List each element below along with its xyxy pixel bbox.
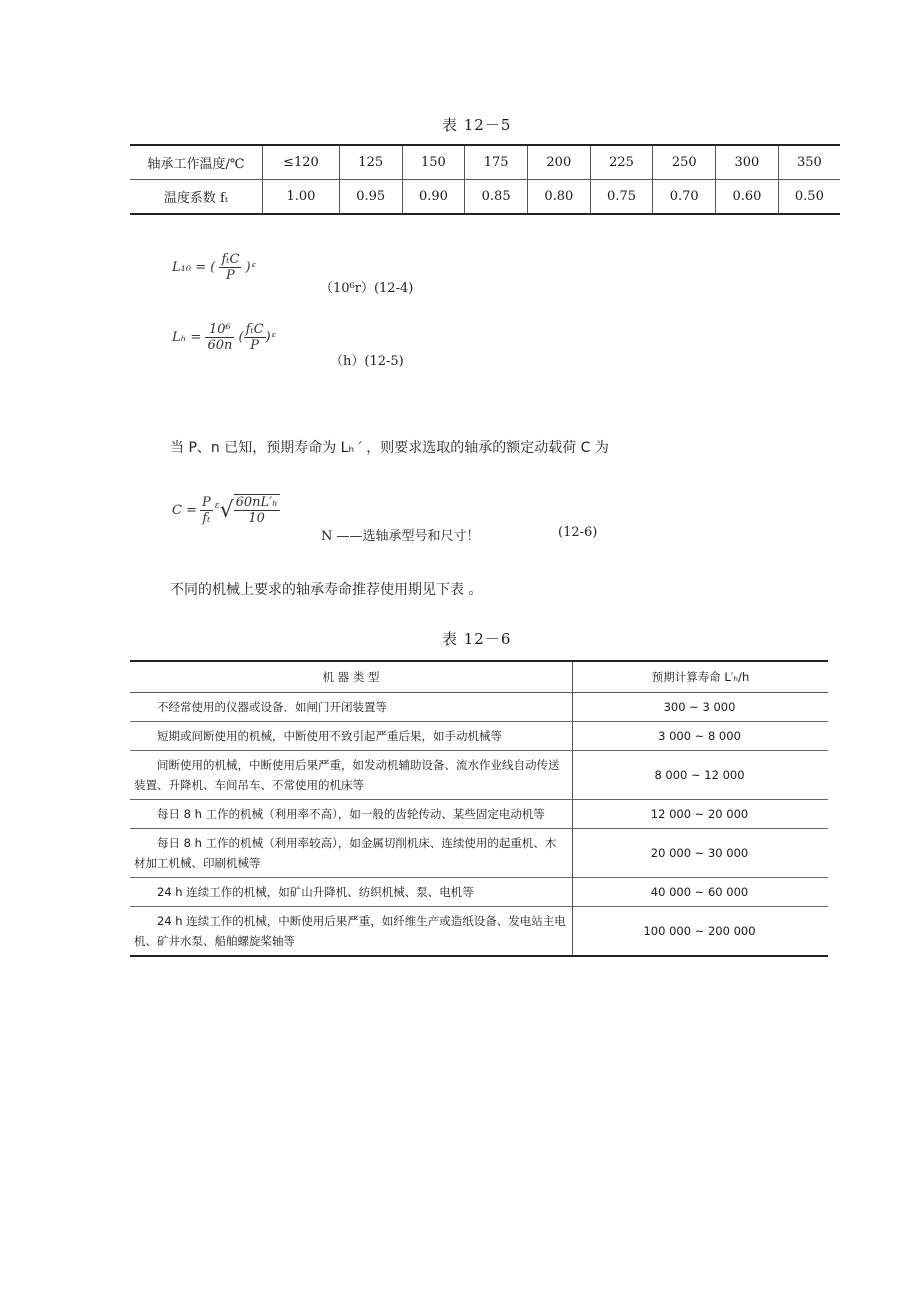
paragraph-life-table-intro: 不同的机械上要求的轴承寿命推荐使用期见下表 。: [170, 582, 483, 598]
table-cell: 250: [653, 145, 716, 180]
life-cell: 8 000 ~ 12 000: [573, 751, 829, 800]
table-cell: 350: [778, 145, 840, 180]
header-expected-life: 预期计算寿命 L′ₕ/h: [573, 661, 829, 693]
table-header-row: [130, 661, 828, 693]
life-cell: 20 000 ~ 30 000: [573, 829, 829, 878]
numerator: 60nL′ₕ: [235, 495, 278, 510]
life-cell: 300 ~ 3 000: [573, 693, 829, 722]
life-cell: 100 000 ~ 200 000: [573, 907, 829, 957]
table-cell: 0.90: [402, 180, 465, 215]
denominator: P: [250, 338, 259, 353]
denominator: fₜ: [202, 510, 211, 526]
formula-12-4-ref: （10⁶r）(12-4): [320, 281, 414, 296]
radical-sign-icon: √: [219, 497, 234, 523]
table-cell: 150: [402, 145, 465, 180]
fraction: [219, 252, 241, 283]
formula-rhs: )ᵋ: [265, 330, 277, 345]
life-cell: 12 000 ~ 20 000: [573, 800, 829, 829]
formula-12-5-ref: （h）(12-5): [330, 354, 404, 369]
table-cell: ≤120: [263, 145, 340, 180]
table-12-5-caption: 表 12－5: [442, 116, 512, 134]
formula-12-5: [172, 322, 276, 353]
coefficient-fraction: [205, 322, 234, 353]
denominator: 10: [248, 511, 265, 526]
table-cell: 125: [339, 145, 402, 180]
table-cell: 0.95: [339, 180, 402, 215]
machine-type-cell: 24 h 连续工作的机械，如矿山升降机、纺织机械、泵、电机等: [130, 878, 573, 907]
formula-12-6-note: N ——选轴承型号和尺寸！: [321, 529, 480, 544]
table-row: [130, 878, 828, 907]
formula-rhs: )ᵋ: [245, 260, 257, 275]
numerator: fₜC: [245, 322, 264, 337]
table-cell: 0.80: [527, 180, 590, 215]
machine-type-cell: 短期或间断使用的机械，中断使用不致引起严重后果，如手动机械等: [130, 722, 573, 751]
table-cell: 200: [527, 145, 590, 180]
denominator: 60n: [207, 338, 233, 353]
paragraph-load-rating: 当 P、n 已知，预期寿命为 Lₕ ′ ，则要求选取的轴承的额定动载荷 C 为: [170, 440, 609, 456]
header-machine-type: 机 器 类 型: [130, 661, 573, 693]
machine-type-cell: 每日 8 h 工作的机械（利用率不高），如一般的齿轮传动、某些固定电动机等: [130, 800, 573, 829]
bearing-life-table: [130, 660, 828, 957]
formula-lhs: Lₕ =: [172, 330, 202, 345]
table-cell: 1.00: [263, 180, 340, 215]
temperature-row: [130, 145, 840, 180]
numerator: fₜC: [221, 252, 240, 267]
coefficient-row: [130, 180, 840, 215]
table-row: [130, 907, 828, 957]
table-12-6-caption: 表 12－6: [442, 630, 512, 648]
formula-lhs: C =: [172, 502, 197, 518]
table-row: [130, 829, 828, 878]
temperature-coefficient-table: [130, 144, 840, 215]
table-cell: 300: [716, 145, 779, 180]
numerator: P: [201, 494, 211, 510]
formula-12-6: [172, 494, 280, 526]
table-cell: 0.75: [590, 180, 653, 215]
table-row: [130, 722, 828, 751]
machine-type-cell: 24 h 连续工作的机械，中断使用后果严重，如纤维生产或造纸设备、发电站主电机、矿井水泵、船舶螺旋桨轴等: [134, 914, 566, 948]
table-row: [130, 751, 828, 800]
table-row: [130, 693, 828, 722]
formula-lhs: L₁₀ = (: [172, 260, 216, 275]
fraction: [244, 322, 266, 353]
table-cell: 0.60: [716, 180, 779, 215]
table-cell: 225: [590, 145, 653, 180]
machine-type-cell: 间断使用的机械，中断使用后果严重，如发动机辅助设备、流水作业线自动传送装置、升降机、车间吊车、不常使用的机床等: [130, 751, 573, 800]
table-cell: 0.70: [653, 180, 716, 215]
machine-type-cell: 每日 8 h 工作的机械（利用率较高），如金属切削机床、连续使用的起重机、木材加工机械、印刷机械等: [130, 829, 573, 878]
table-row: [130, 800, 828, 829]
life-cell: 3 000 ~ 8 000: [573, 722, 829, 751]
table-cell: 0.85: [465, 180, 528, 215]
coefficient-row-header: 温度系数 fₜ: [130, 180, 263, 215]
table-cell: 175: [465, 145, 528, 180]
life-cell: 40 000 ~ 60 000: [573, 878, 829, 907]
radicand: [234, 494, 280, 526]
table-cell: 0.50: [778, 180, 840, 215]
fraction: [200, 495, 213, 526]
root-index: ε: [214, 501, 220, 511]
formula-12-6-ref: (12-6): [558, 525, 598, 540]
denominator: P: [226, 268, 235, 283]
open-paren: (: [238, 330, 244, 345]
numerator: 10⁶: [205, 322, 234, 338]
machine-type-cell: 不经常使用的仪器或设备．如闸门开闭装置等: [130, 693, 573, 722]
temperature-row-header: 轴承工作温度/℃: [147, 157, 245, 172]
formula-12-4: [172, 252, 256, 283]
